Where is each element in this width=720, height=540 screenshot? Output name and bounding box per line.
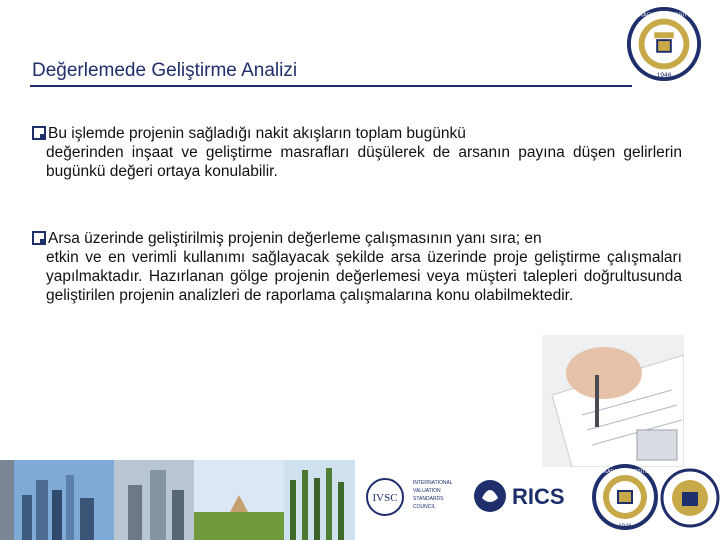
seal-year: 1946 [656, 72, 672, 80]
svg-text:1946: 1946 [618, 524, 632, 530]
paragraph-2-first-line: Arsa üzerinde geliştirilmiş projenin değerleme çalışmasının yanı sıra; en [48, 230, 542, 247]
hand-writing-photo [542, 335, 684, 467]
svg-text:STANDARDS: STANDARDS [413, 496, 444, 502]
ivsc-name: IVSC [372, 492, 398, 504]
svg-text:INTERNATIONAL: INTERNATIONAL [413, 480, 453, 486]
svg-text:COUNCIL: COUNCIL [413, 504, 436, 510]
svg-text:ANKARA ÜNİVERSİTESİ: ANKARA ÜNİVERSİTESİ [596, 469, 654, 475]
title-underline [30, 85, 632, 87]
university-emblem-logo [660, 462, 720, 532]
checkbox-bullet-icon [32, 231, 46, 245]
svg-text:VALUATION: VALUATION [413, 488, 441, 494]
paragraph-2 [32, 229, 682, 305]
footer-photo-strip [0, 460, 355, 540]
checkbox-bullet-icon [32, 126, 46, 140]
seal-ring-text: ANKARA ÜNİVERSİTESİ [631, 12, 697, 19]
university-seal-logo [625, 5, 703, 83]
paragraph-2-body: etkin ve en verimli kullanımı sağlayacak şekilde arsa üzerinde proje geliştirme çalışmaları yapılmaktadır. Hazırlanan gölge projenin değerlemesi veya müşteri talepleri doğrultusunda geliştirilen projenin analizleri de raporlama çalışmalarına konu olabilmektedir. [46, 249, 682, 304]
rics-name: RICS [512, 484, 565, 509]
ivsc-logo [365, 472, 465, 522]
paragraph-1-first-line: Bu işlemde projenin sağladığı nakit akışların toplam bugünkü [48, 125, 466, 142]
rics-logo [468, 468, 580, 524]
paragraph-1-body: değerinden inşaat ve geliştirme masrafları düşülerek de arsanın payına düşen gelirlerin bugünkü değeri ortaya konulabilir. [46, 144, 682, 180]
slide-title: Değerlemede Geliştirme Analizi [32, 60, 298, 81]
paragraph-1 [32, 124, 682, 181]
university-seal-logo-bottom [590, 462, 660, 532]
